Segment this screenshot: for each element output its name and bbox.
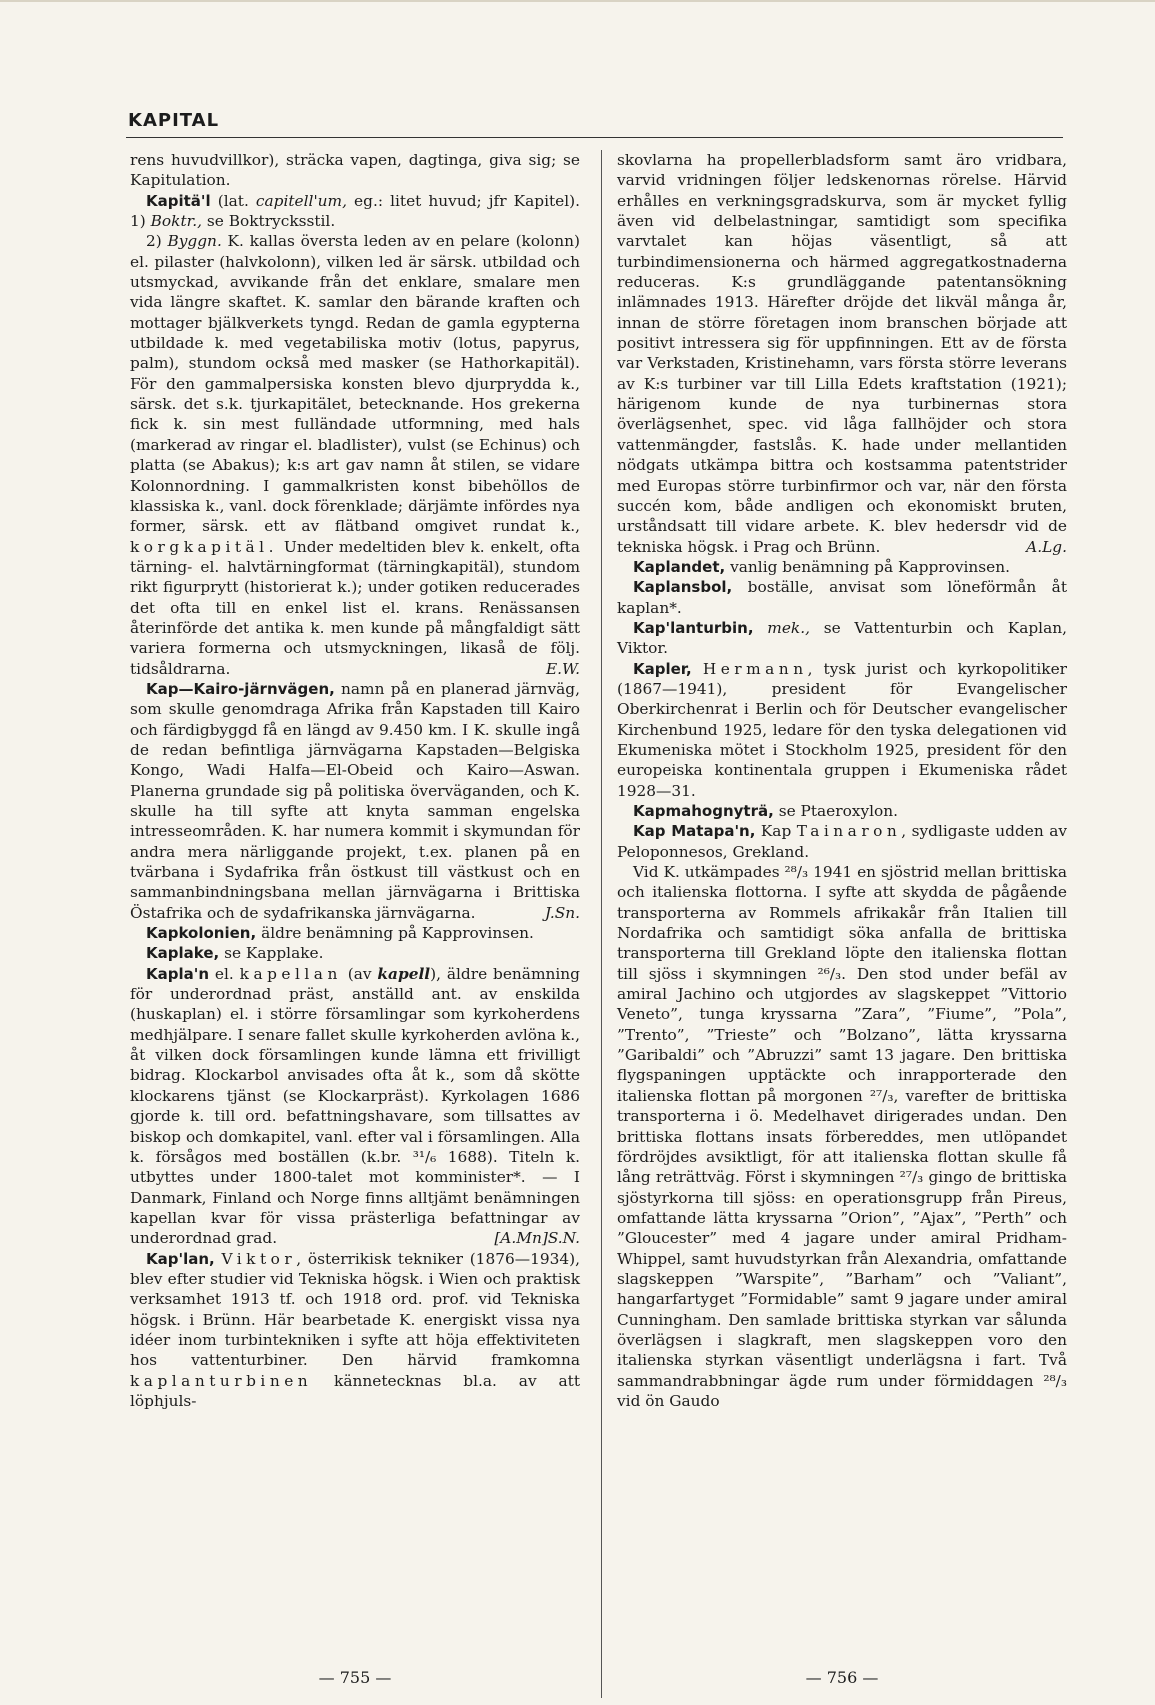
text: se Vattenturbin och Kaplan, Viktor. [617,618,1067,658]
text: kännetecknas bl.a. av att löphjuls- [130,1371,580,1410]
italic-text: capitell'um, [255,191,347,210]
spaced-text: Viktor [221,1249,297,1268]
right-column [617,150,1067,1411]
text: namn på en planerad järnväg, som skulle genomdraga Afrika från Kapstaden till Kairo och färdigbyggd få en längd av 9.450 km. I K. skulle ingå de redan befintliga järnvägarna Kapstaden—Belgiska Kongo, Wadi Halfa—El-Obeid och Kairo—Aswan. Planerna grundade sig på politiska överväganden, och K. skulle ha till syfte att knyta samman engelska intresseområden. K. har numera kommit i skymundan för andra mera närliggande projekt, t.ex. planen på en tvärbana i Sydafrika från östkust till västkust och en sammanbindningsbana mellan järnvägarna i Brittiska Östafrika och de sydafrikanska järnvägarna. [130,679,580,922]
headword: Kaplandet, [633,557,726,576]
text: skovlarna ha propellerbladsform samt äro vridbara, varvid vridningen följer ledskenornas rörelse. Härvid erhålles en verkningsgradskurva, som är mycket fyllig även vid delbelastningar, samtidigt som specifika varvtalet kan höjas väsentligt, så att turbindimensionerna och härmed aggregatkostnaderna reduceras. K:s grundläggande patentansökning inlämnades 1913. Härefter dröjde det likväl många år, innan de större företagen inom branschen började att positivt intressera sig för uppfinningen. Ett av de första var Verkstaden, Kristinehamn, vars första större leverans av K:s turbiner var till Lilla Edets kraftstation (1921); härigenom kunde de nya turbinernas stora överlägsenhet, spec. vid låga fallhöjder och stora vattenmängder, fastslås. K. hade under mellantiden nödgats utkämpa bittra och kostsamma patentstrider med Europas större turbinfirmor och var, när den första succén kom, både andligen och ekonomiskt bruten, urståndsatt till vidare arbete. K. blev hedersdr vid de tekniska högsk. i Prag och Brünn. [617,151,1067,556]
text: el. [209,964,240,983]
sense-number: 2) [146,232,168,251]
headword: Kapler, [633,659,692,678]
page-number-right: — 756 — [805,1668,879,1687]
spaced-text: Tainaron [796,822,902,841]
text: Vid K. utkämpades ²⁸/₃ 1941 en sjöstrid mellan brittiska och italienska flottorna. I syfte att skydda de pågående transporterna av Rommels afrikakår från Italien till Nordafrika och samtidigt söka anfalla de brittiska transporterna till Grekland löpte den italienska flottan till sjöss i skymningen ²⁶/₃. Den stod under befäl av amiral Jachino och utgjordes av slagskeppet ”Vittorio Veneto”, tunga kryssarna ”Zara”, ”Fiume”, ”Pola”, ”Trento”, ”Trieste” och ”Bolzano”, lätta kryssarna ”Garibaldi” och ”Abruzzi” samt 13 jagare. Den brittiska flygspaningen upptäckte och inrapporterade den italienska flottan på morgonen ²⁷/₃, varefter de brittiska transporterna i ö. Medelhavet dirigerades undan. Den brittiska flottans insats förbereddes, men utlöpandet fördröjdes avsiktligt, för att italienska flottan skulle få lång reträttväg. Först i skymningen ²⁷/₃ gingo de brittiska sjöstyrkorna till sjöss: en operationsgrupp från Pireus, omfattande lätta kryssarna ”Orion”, ”Ajax”, ”Perth” och ”Gloucester” med 4 jagare under amiral Pridham-Whippel, samt huvudstyrkan från Alexandria, omfattande slagskeppen ”Warspite”, ”Barham” och ”Valiant”, hangarfartyget ”Formidable” samt 9 jagare under amiral Cunningham. Den samlade brittiska styrkan var sålunda överlägsen i slagkraft, men slagskeppen voro den italienska styrkan väsentligt underlägsna i fart. Två sammandrabbningar ägde rum under förmiddagen ²⁸/₃ vid ön Gaudo [617,863,1067,1410]
column-divider [601,150,602,1698]
headword: Kap'lanturbin, [633,618,754,637]
text: (av [341,964,378,983]
spaced-text: kaplanturbinen [130,1371,313,1390]
scan-top-edge [0,0,1155,2]
author-signature: A.Lg. [1026,537,1067,556]
text: boställe, anvisat som löneförmån åt kaplan*. [617,578,1067,617]
italic-text: Byggn. [167,232,222,251]
headword: Kap Matapa'n, [633,822,756,841]
text: Under medeltiden blev k. enkelt, ofta tärning- el. halvtärningformat (tärningkapitäl), stundom rikt figurprytt (historierat k.); under gotiken reducerades det ofta till en enkel list el. krans. Renässansen återinförde det antika k. men kunde på mångfaldigt sätt variera formerna och utsmyckningen, likaså de följ. tidsåldrarna. [130,537,580,678]
entry-kaplansbol [617,577,1067,618]
headword: Kaplake, [146,944,220,963]
running-head: KAPITAL [128,110,220,131]
headword: Kapmahognyträ, [633,802,774,820]
entry-kapkolonien [130,923,580,943]
text: vanlig benämning på Kapprovinsen. [725,557,1011,576]
entry-kap-kairo [130,679,580,923]
entry-kap-matapan [617,821,1067,862]
entry-kaplandet [617,557,1067,577]
italic-text: kapell [377,964,431,983]
author-signature: E.W. [545,659,580,678]
entry-continuation [617,150,1067,557]
text: rens huvudvillkor), sträcka vapen, dagtinga, giva sig; se Kapitulation. [130,151,580,190]
author-signature: [A.Mn]S.N. [494,1229,580,1248]
left-column [130,150,580,1411]
entry-continuation [130,150,580,191]
text: eg.: litet huvud; jfr Kapitel). 1) [130,191,580,231]
text: Kap [755,822,797,841]
text: äldre benämning på Kapprovinsen. [256,924,534,943]
entry-kapital-byggn [130,231,580,679]
entry-kaplan-viktor [130,1249,580,1412]
spaced-text: kapellan [239,964,342,983]
text: , tysk jurist och kyrkopolitiker (1867—1941), president för Evangelischer Oberkirchenrat i Berlin och för Deutscher evangelischer Kirchenbund 1925, ledare för den tyska delegationen vid Ekumeniska mötet i Stockholm 1925, president för den europeiska kontinentala gruppen i Ekumeniska rådet 1928—31. [617,659,1067,800]
entry-matapan-battle [617,862,1067,1411]
text: se Ptaeroxylon. [773,802,899,820]
headword: Kap'lan, [146,1249,215,1268]
text: se Boktrycksstil. [202,212,336,231]
entry-kapital [130,191,580,232]
author-signature: J.Sn. [544,903,580,922]
italic-text: mek., [753,618,810,637]
entry-kapmahognytra [617,801,1067,821]
page-number-left: — 755 — [318,1668,392,1687]
entry-kaplan [130,964,580,1249]
headword: Kapla'n [146,964,210,983]
text: (lat. [210,191,256,210]
text: , österrikisk tekniker (1876—1934), blev efter studier vid Tekniska högsk. i Wien och praktisk verksamhet 1913 tf. och 1918 ord. prof. vid Tekniska högsk. i Brünn. Här bearbetade K. energiskt vissa nya idéer inom turbintekniken i syfte att höja effektiviteten hos vattenturbiner. Den härvid framkomna [130,1249,580,1370]
text: se Kapplake. [219,944,324,963]
text: ), äldre benämning för underordnad präst, anställd ant. av enskilda (huskaplan) el. i större församlingar som kyrkoherdens medhjälpare. I senare fallet skulle kyrkoherden avlöna k., åt vilken dock församlingen kunde lämna ett frivilligt bidrag. Klockarbol anvisades ofta åt k., som då skötte klockarens tjänst (se Klockarpräst). Kyrkolagen 1686 gjorde k. till ord. befattningshavare, som tillsattes av biskop och domkapitel, vanl. efter val i församlingen. Alla k. försågos med boställen (k.br. ³¹/₆ 1688). Titeln k. utbyttes under 1800-talet mot komminister*. — I Danmark, Finland och Norge finns alltjämt benämningen kapellan kvar för vissa prästerliga befattningar av underordnad grad. [130,964,580,1248]
headword: Kapitä'l [146,191,211,210]
header-rule [126,137,1063,138]
headword: Kapkolonien, [146,924,257,943]
text: K. kallas översta leden av en pelare (kolonn) el. pilaster (halvkolonn), vilken led är särsk. utbildad och utsmyckad, avvikande från det enklare, smalare men vida längre skaftet. K. samlar den bärande kraften och mottager bjälkverkets tyngd. Redan de gamla egypterna utbildade k. med vegetabiliska motiv (lotus, papyrus, palm), stundom också med masker (se Hathorkapitäl). För den gammalpersiska konsten blevo djurprydda k., särsk. det s.k. tjurkapitälet, betecknande. Hos grekerna fick k. sin mest fulländade utformning, med hals (markerad av ringar el. bladlister), vulst (se Echinus) och platta (se Abakus); k:s art gav namn åt stilen, se vidare Kolonnordning. I gammalkristen konst bibehöllos de klassiska k., vanl. dock förenklade; därjämte infördes nya former, särsk. ett av flätband omgivet rundat k., [130,232,580,536]
headword: Kap—Kairo-järnvägen, [146,679,335,698]
italic-text: Boktr., [150,212,203,231]
entry-kaplake [130,943,580,963]
text: , sydligaste udden av Peloponnesos, Grekland. [617,822,1068,861]
headword: Kaplansbol, [633,578,733,597]
spaced-text: korgkapitäl. [130,537,278,556]
entry-kapler [617,659,1067,801]
entry-kaplanturbin [617,618,1067,659]
spaced-text: Hermann [702,659,808,678]
